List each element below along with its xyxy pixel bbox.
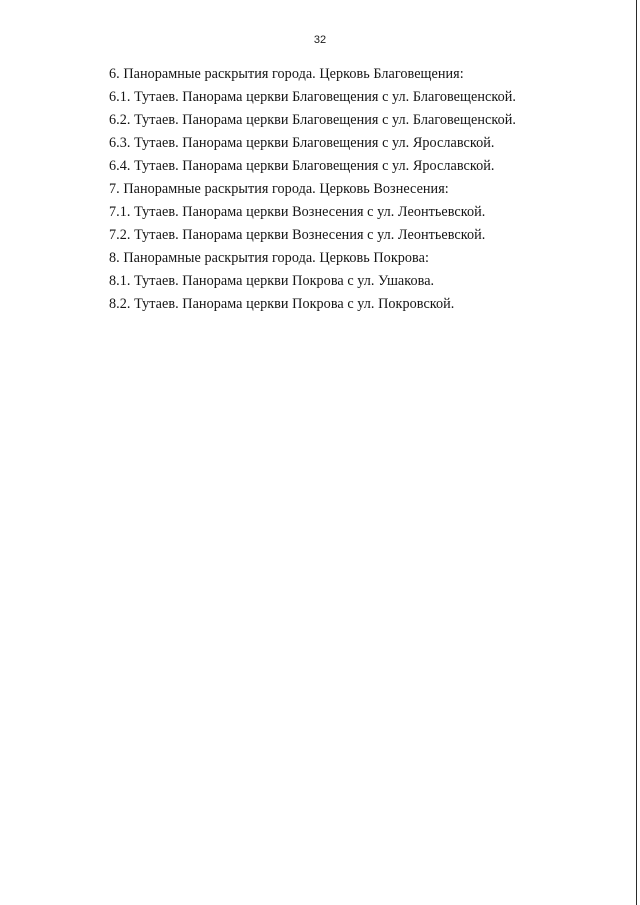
list-item-6-2: 6.2. Тутаев. Панорама церкви Благовещения с ул. Благовещенской. [109, 112, 516, 128]
list-item-7-2: 7.2. Тутаев. Панорама церкви Вознесения с ул. Леонтьевской. [109, 227, 486, 243]
page-edge-line [636, 0, 637, 905]
page-number: 32 [313, 34, 327, 46]
list-item-6-4: 6.4. Тутаев. Панорама церкви Благовещения с ул. Ярославской. [109, 158, 495, 174]
list-item-6-1: 6.1. Тутаев. Панорама церкви Благовещения с ул. Благовещенской. [109, 89, 516, 105]
section-heading-6: 6. Панорамные раскрытия города. Церковь Благовещения: [109, 66, 464, 82]
list-item-6-3: 6.3. Тутаев. Панорама церкви Благовещения с ул. Ярославской. [109, 135, 495, 151]
document-content [109, 63, 609, 316]
section-heading-8: 8. Панорамные раскрытия города. Церковь Покрова: [109, 250, 429, 266]
section-heading-7: 7. Панорамные раскрытия города. Церковь Вознесения: [109, 181, 449, 197]
list-item-8-2: 8.2. Тутаев. Панорама церкви Покрова с ул. Покровской. [109, 296, 455, 312]
list-item-8-1: 8.1. Тутаев. Панорама церкви Покрова с ул. Ушакова. [109, 273, 435, 289]
list-item-7-1: 7.1. Тутаев. Панорама церкви Вознесения с ул. Леонтьевской. [109, 204, 486, 220]
